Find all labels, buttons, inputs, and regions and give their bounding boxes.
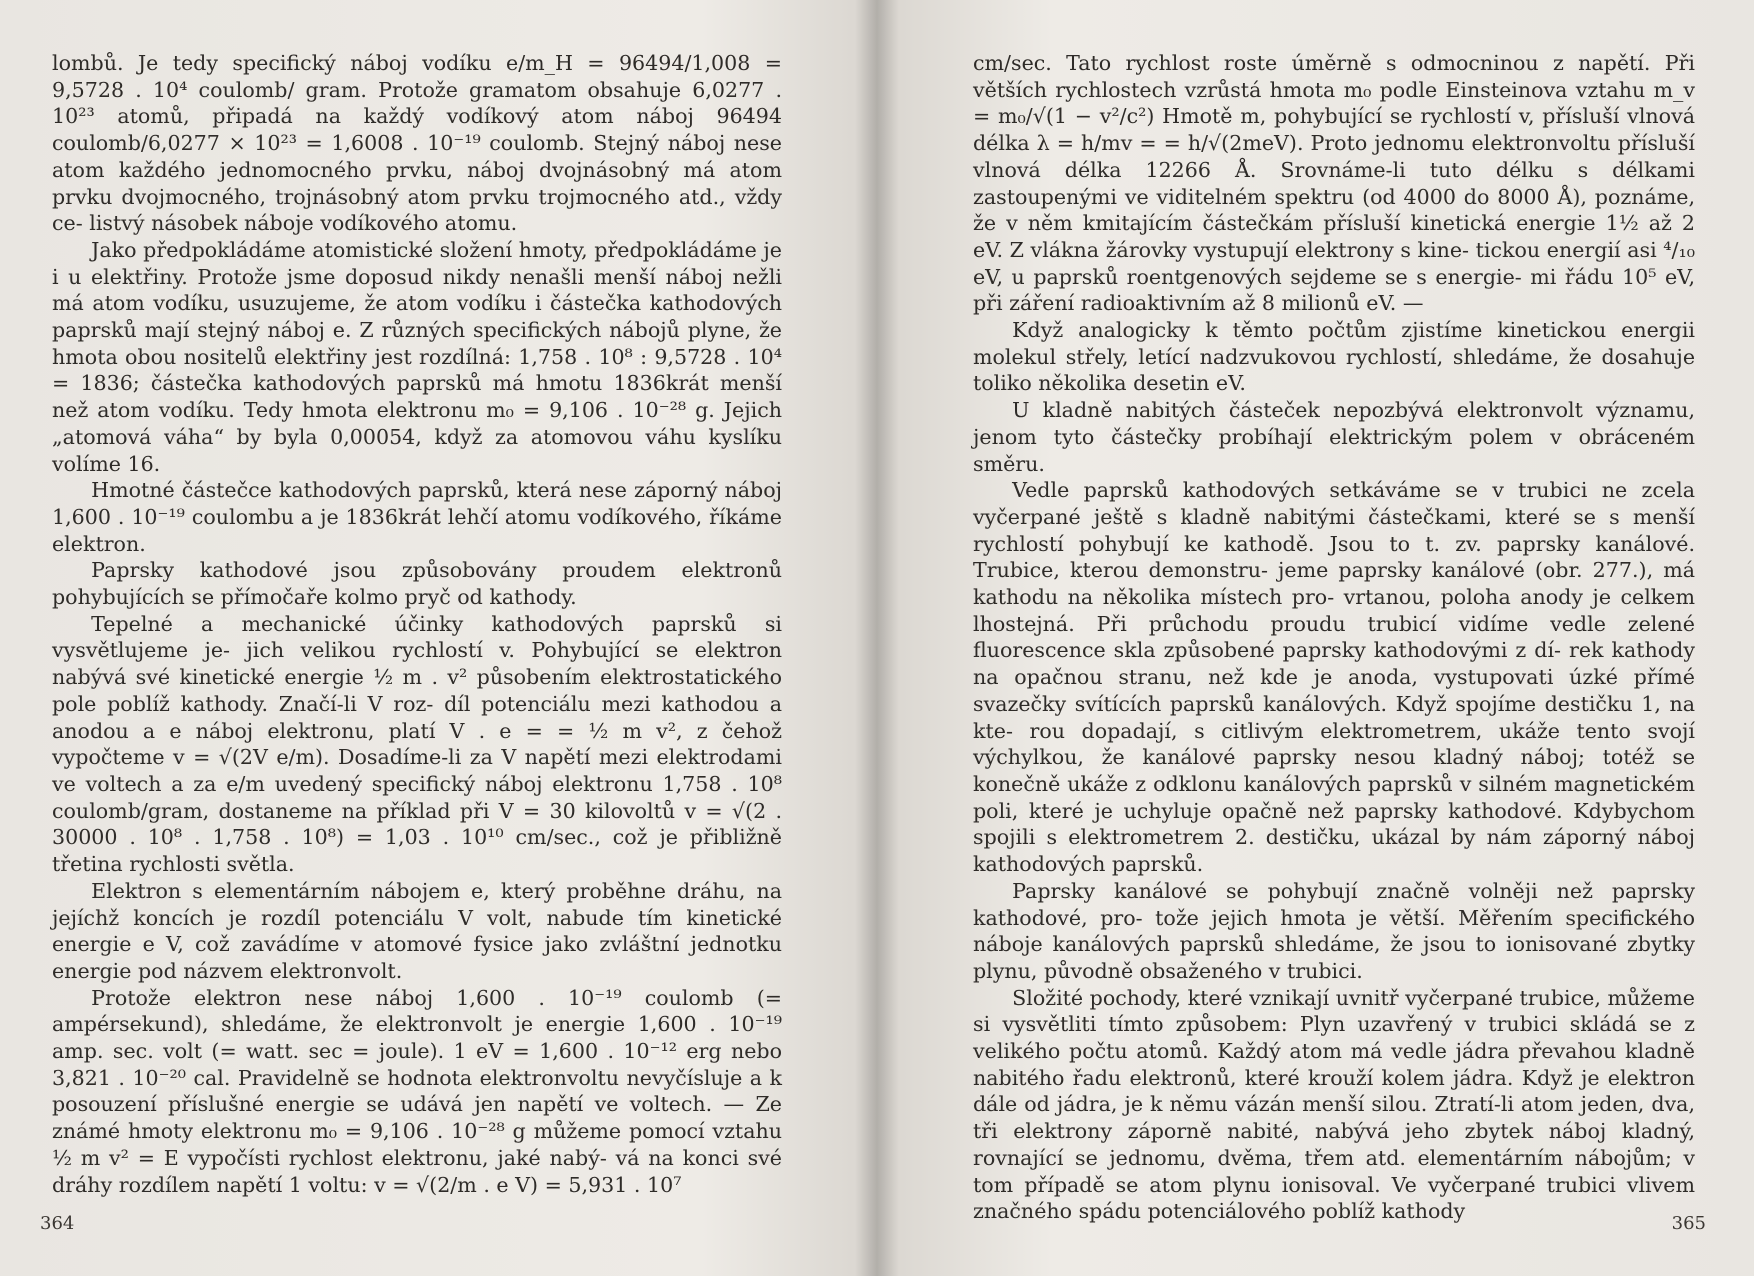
text-line: desetin eV.: [1133, 371, 1246, 396]
paragraph: [52, 237, 782, 477]
text-line: Vedle paprsků kathodových setkáváme se v trubici ne zcela vyčerpané: [973, 478, 1695, 529]
text-line: lombů. Je tedy specifický náboj vodíku e/m_H = 96494/1,008 = 9,5728 . 10⁴ coulomb/: [52, 51, 782, 102]
text-line: Tepelné a mechanické účinky kathodových paprsků si vysvětlujeme je-: [52, 611, 782, 663]
text-line: sec = joule). 1 eV = 1,600 . 10⁻¹² erg nebo 3,821 . 10⁻²⁰ cal. Pravidelně se: [52, 1039, 782, 1090]
paragraph: [973, 878, 1695, 985]
text-line: ke kathodě. Jsou to t. zv. paprsky kanálové. Trubice, kterou demonstru-: [973, 531, 1695, 583]
text-line: koncích je rozdíl potenciálu V volt, nabude tím kinetické energie e V, což: [52, 905, 782, 957]
text-line: 1,758 . 10⁸ coulomb/gram, dostaneme na příklad při V = 30 kilovoltů: [52, 771, 782, 823]
text-line: = ½ m v², z čehož vypočteme v = √(2V e/m). Dosadíme-li za V napětí: [52, 718, 782, 770]
text-line: rychlosti světla.: [129, 852, 295, 877]
paragraph: [52, 878, 782, 985]
text-line: Složité pochody, které vznikají uvnitř vyčerpané trubice, můžeme si: [973, 985, 1695, 1037]
text-line: Hmotě m, pohybující se rychlostí v, přísluší vlnová délka λ = h/mv =: [973, 104, 1695, 156]
text-line: gram. Protože gramatom obsahuje 6,0277 . 10²³ atomů, připadá na každý: [52, 77, 782, 129]
text-line: Ve vyčerpané trubici vlivem značného spádu potenciálového poblíž kathody: [973, 1172, 1695, 1224]
text-line: mají stejný náboj e. Z různých specifických nábojů plyne, že hmota obou: [52, 318, 782, 369]
text-line: třem atd. elementárním nábojům; v tom případě se atom plynu ionisoval.: [973, 1145, 1696, 1197]
text-line: ½ m . v² působením elektrostatického pole poblíž kathody. Značí-li V roz-: [52, 665, 782, 716]
right-page-text: [973, 50, 1695, 1225]
text-line: 0,00054, když za atomovou váhu kyslíku volíme 16.: [52, 424, 783, 476]
text-line: rek kathody na opačnou stranu, než kde je anoda, vystupovati úzké přímé: [973, 638, 1695, 690]
text-line: k němu vázán menší silou. Ztratí-li atom jeden, dva, tři elektrony záporně: [973, 1092, 1695, 1144]
paragraph: [52, 985, 782, 1199]
text-line: kanálové paprsky nesou kladný náboj; totéž se konečně ukáže z odklonu: [973, 745, 1696, 796]
text-line: mi řádu 10⁵ eV, při záření radioaktivním až 8 milionů eV. —: [973, 264, 1695, 316]
text-line: listvý násobek náboje vodíkového atomu.: [89, 211, 518, 236]
text-line: prvku dvojmocného, trojnásobný atom prvku trojmocného atd., vždy ce-: [52, 184, 782, 236]
page-number: 365: [1671, 1213, 1706, 1234]
text-line: nabité, nabývá jeho zbytek náboj kladný, rovnající se jednomu, dvěma,: [973, 1119, 1695, 1170]
text-line: Paprsky kathodové jsou způsobovány proudem elektronů pohybujících: [52, 558, 782, 610]
text-line: cm/sec. Tato rychlost roste úměrně s odmocninou z napětí. Při větších: [973, 51, 1695, 102]
text-line: (od 4000 do 8000 Å), poznáme, že v něm kmitajícím částečkám přísluší: [973, 184, 1696, 236]
text-line: shledáme, že elektronvolt je energie 1,600 . 10⁻¹⁹ amp. sec. volt (= watt.: [52, 1012, 782, 1064]
text-line: jich velikou rychlostí v. Pohybující se elektron nabývá své kinetické energie: [52, 638, 782, 690]
page-number: 364: [40, 1213, 75, 1234]
text-line: tože jejich hmota je větší. Měřením specifického náboje kanálových paprsků: [973, 905, 1695, 957]
text-line: U kladně nabitých částeček nepozbývá elektronvolt významu, jenom: [973, 398, 1695, 449]
text-line: díl potenciálu mezi kathodou a anodou a e náboj elektronu, platí V . e =: [52, 691, 782, 743]
text-line: hodnota elektronvoltu nevyčísluje a k posouzení příslušné energie se udává: [52, 1065, 782, 1117]
text-line: kanálových paprsků v silném magnetickém poli, které je uchyluje opačně: [973, 771, 1695, 823]
text-line: tickou energií asi ⁴/₁₀ eV, u paprsků roentgenových sejdeme se s energie-: [973, 237, 1696, 289]
text-line: než paprsky kathodové. Kdybychom spojili s elektrometrem 2. destičku,: [973, 798, 1695, 850]
text-line: 1,600 . 10⁻¹⁹ coulombu a je 1836krát lehčí atomu vodíkového, říkáme elektron.: [52, 504, 782, 556]
text-line: Když analogicky k těmto počtům zjistíme kinetickou energii molekul: [973, 318, 1695, 369]
text-line: atom vodíku, usuzujeme, že atom vodíku i částečka kathodových paprsků: [52, 291, 782, 343]
text-line: vrtanou, poloha anody je celkem lhostejná. Při průchodu proudu trubicí: [973, 585, 1695, 636]
paragraph: [52, 557, 782, 610]
text-line: Protože elektron nese náboj 1,600 . 10⁻¹⁹ coulomb (= ampérsekund),: [52, 985, 782, 1037]
text-line: = h/√(2meV). Proto jednomu elektronvoltu přísluší vlnová délka 12266 Å.: [973, 131, 1695, 182]
text-line: vá na konci své dráhy rozdílem napětí 1 voltu: v = √(2/m . e V) = 5,931 . 10⁷: [52, 1145, 782, 1197]
paragraph: [973, 50, 1695, 317]
text-line: vysvětliti tímto způsobem: Plyn uzavřený v trubici skládá se z velikého: [973, 1012, 1695, 1064]
text-line: i u elektřiny. Protože jsme doposud nikdy nenašli menší náboj nežli má: [52, 264, 782, 316]
left-page-text: [52, 50, 782, 1198]
text-line: můžeme pomocí vztahu ½ m v² = E vypočísti rychlost elektronu, jaké nabý-: [52, 1119, 782, 1170]
text-line: se přímočaře kolmo pryč od kathody.: [191, 585, 577, 610]
paragraph: [52, 50, 782, 237]
text-line: Elektron s elementárním nábojem e, který proběhne dráhu, na jejíchž: [52, 878, 782, 930]
text-line: mezi elektrodami ve voltech a za e/m uvedený specifický náboj elektronu: [52, 745, 782, 796]
text-line: hmota elektronu m₀ = 9,106 . 10⁻²⁸ g. Jejich „atomová váha“ by byla: [52, 398, 782, 449]
text-line: vidíme vedle zelené fluorescence skla způsobené paprsky kathodovými z dí-: [973, 611, 1695, 663]
text-line: jen napětí ve voltech. — Ze známé hmoty elektronu m₀ = 9,106 . 10⁻²⁸ g: [52, 1092, 782, 1144]
text-line: jeme paprsky kanálové (obr. 277.), má kathodu na několika místech pro-: [973, 558, 1695, 610]
text-line: ještě s kladně nabitými částečkami, které se s menší rychlostí pohybují: [973, 504, 1695, 556]
paragraph: [973, 397, 1695, 477]
text-line: počtu atomů. Každý atom má vedle jádra převahou kladně nabitého řadu: [973, 1039, 1695, 1090]
text-line: Srovnáme-li tuto délku s délkami zastoupenými ve viditelném spektru: [973, 157, 1695, 209]
text-line: kathodových paprsků má hmotu 1836krát menší než atom vodíku. Tedy: [52, 371, 783, 423]
text-line: vodíkový atom náboj 96494 coulomb/6,0277 × 10²³ = 1,6008 . 10⁻¹⁹ coulomb. Stejný náboj: [52, 104, 782, 156]
right-page: [877, 0, 1754, 1276]
text-line: kinetická energie 1½ až 2 eV. Z vlákna žárovky vystupují elektrony s kine-: [973, 211, 1695, 262]
text-line: zavádíme v atomové fysice jako zvláštní jednotku energie pod názvem: [52, 932, 782, 983]
text-line: rychlostech vzrůstá hmota m₀ podle Einsteinova vztahu m_v = m₀/√(1 − v²/c²): [973, 77, 1695, 129]
text-line: rou dopadají, s citlivým elektrometrem, ukáže tento svojí výchylkou, že: [973, 718, 1695, 770]
text-line: elektronvolt.: [269, 958, 403, 983]
paragraph: [52, 611, 782, 878]
text-line: v = √(2 . 30000 . 10⁸ . 1,758 . 10⁸) = 1,03 . 10¹⁰ cm/sec., což je přibližně třetina: [52, 798, 782, 877]
text-line: Paprsky kanálové se pohybují značně volněji než paprsky kathodové, pro-: [973, 878, 1695, 930]
text-line: Hmotné částečce kathodových paprsků, která nese záporný náboj: [91, 478, 782, 503]
paragraph: [973, 477, 1695, 878]
paragraph: [973, 317, 1695, 397]
text-line: svazečky svítících paprsků kanálových. Když spojíme destičku 1, na kte-: [973, 691, 1695, 743]
text-line: Jako předpokládáme atomistické složení hmoty, předpokládáme je: [91, 237, 782, 262]
text-line: nositelů elektřiny jest rozdílná: 1,758 . 10⁸ : 9,5728 . 10⁴ = 1836; částečka: [52, 344, 782, 396]
text-line: elektronů, které krouží kolem jádra. Když je elektron dále od jádra, je: [973, 1065, 1695, 1117]
paragraph: [52, 477, 782, 557]
text-line: střely, letící nadzvukovou rychlostí, shledáme, že dosahuje toliko několika: [973, 344, 1696, 396]
text-line: tyto částečky probíhají elektrickým polem v obráceném směru.: [973, 424, 1695, 476]
text-line: nese atom každého jednomocného prvku, náboj dvojnásobný má atom: [52, 131, 782, 182]
text-line: ukázal by nám záporný náboj kathodových paprsků.: [973, 825, 1696, 877]
paragraph: [973, 985, 1695, 1225]
text-line: shledáme, že jsou to ionisované zbytky plynu, původně obsaženého v trubici.: [973, 932, 1695, 983]
